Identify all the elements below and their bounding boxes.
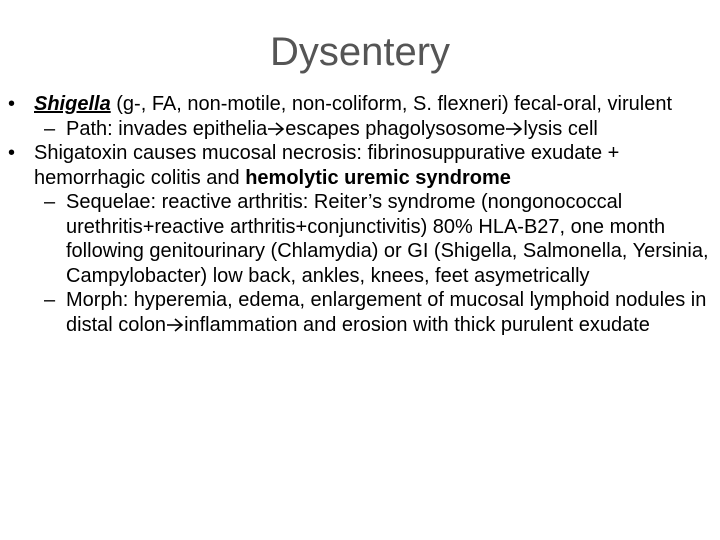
slide-body xyxy=(0,92,720,337)
bullet-shigatoxin xyxy=(0,141,720,190)
right-arrow-icon xyxy=(267,121,285,137)
sub-bullet-sequelae xyxy=(0,190,720,288)
dash-glyph: – xyxy=(44,117,56,140)
sub-bullet-path xyxy=(0,117,720,142)
bullet-glyph: • xyxy=(8,142,16,164)
bullet-bold-text: hemolytic uremic syndrome xyxy=(245,166,511,189)
slide-title: Dysentery xyxy=(269,30,451,74)
dash-glyph: – xyxy=(44,289,56,311)
right-arrow-icon xyxy=(166,317,184,333)
sub-bullet-morph xyxy=(0,288,720,337)
dash-glyph: – xyxy=(44,191,56,213)
bullet-shigella xyxy=(0,92,720,117)
sub-bullet-text: Morph: hyperemia, edema, enlargement of mucosal lymphoid nodules in distal colon xyxy=(66,289,707,336)
organism-name: Shigella xyxy=(34,93,111,115)
right-arrow-icon xyxy=(505,121,523,137)
bullet-text: Shigatoxin causes mucosal necrosis: fibrinosuppurative exudate + hemorrhagic colitis and xyxy=(34,142,620,189)
sub-bullet-text: lysis cell xyxy=(523,117,598,140)
bullet-glyph: • xyxy=(8,93,16,115)
sub-bullet-text: Sequelae: reactive arthritis: Reiter’s syndrome (nongonococcal urethritis+reactive arthritis+conjunctivitis) 80% HLA-B27, one month following genitourinary (Chlamydia) or GI (Shigella, Salmonella, Yersinia, Campylobacter) low back, ankles, knees, feet asymetrically xyxy=(66,191,709,287)
bullet-text: (g-, FA, non-motile, non-coliform, S. flexneri) fecal-oral, virulent xyxy=(110,93,673,115)
sub-bullet-text: inflammation and erosion with thick purulent exudate xyxy=(184,313,650,336)
sub-bullet-text: escapes phagolysosome xyxy=(285,117,506,140)
sub-bullet-text: Path: invades epithelia xyxy=(66,117,268,140)
